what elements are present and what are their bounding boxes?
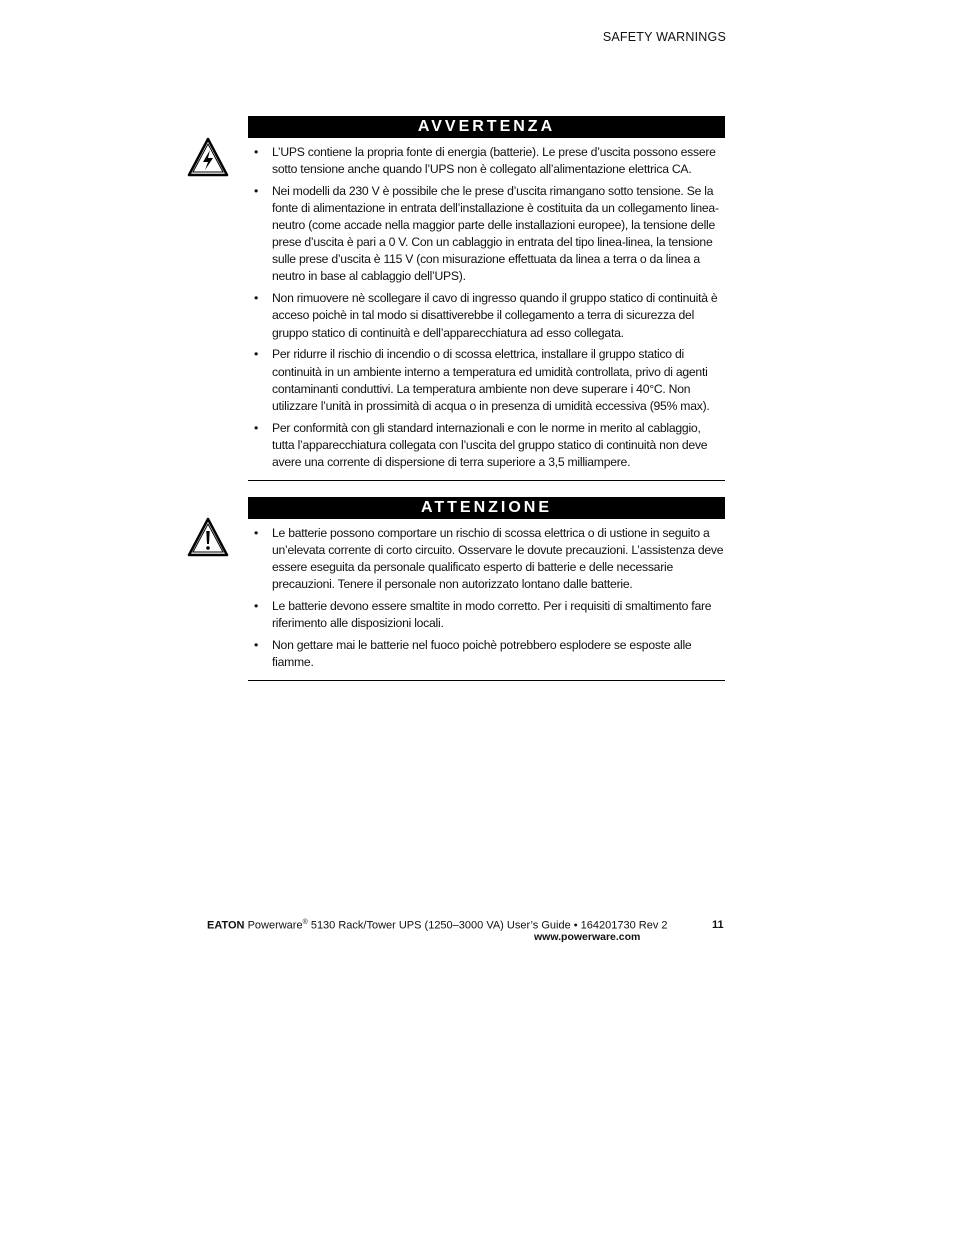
page-number: 11 <box>712 919 724 931</box>
bullet: • <box>254 599 259 614</box>
bullet: • <box>254 291 259 306</box>
warning-title: AVVERTENZA <box>248 116 725 138</box>
electrical-hazard-icon <box>187 137 229 177</box>
warning-block <box>248 116 725 481</box>
footer-brand: EATON <box>207 919 245 932</box>
list-item-text: Le batterie devono essere smaltite in modo corretto. Per i requisiti di smaltimento fare riferimento alle disposizioni locali. <box>272 599 712 631</box>
footer-title <box>207 919 668 932</box>
bullet: • <box>254 638 259 653</box>
footer-product: Powerware <box>247 919 303 932</box>
list-item <box>248 290 725 341</box>
caution-block <box>248 497 725 681</box>
list-item <box>248 144 725 178</box>
list-item-text: L’UPS contiene la propria fonte di energia (batterie). Le prese d’uscita possono essere sotto tensione anche quando l’UPS non è collegato all’alimentazione elettrica CA. <box>272 145 716 177</box>
footer-guide: 5130 Rack/Tower UPS (1250–3000 VA) User’s Guide • 164201730 Rev 2 <box>307 919 668 932</box>
warning-list <box>248 138 725 481</box>
bullet: • <box>254 526 259 540</box>
bullet: • <box>254 420 259 435</box>
list-item <box>248 637 725 671</box>
list-item <box>248 525 725 593</box>
bullet: • <box>254 183 259 198</box>
list-item-text: Per conformità con gli standard internazionali e con le norme in merito al cablaggio, tutta l’apparecchiatura collegata con l’uscita del gruppo statico di continuità non deve avere una corrente di dispersione di terra superiore a 3,5 milliampere. <box>272 420 708 469</box>
caution-list <box>248 519 725 681</box>
registered-mark: ® <box>302 919 308 926</box>
list-item <box>248 183 725 286</box>
list-item-text: Nei modelli da 230 V è possibile che le prese d’uscita rimangano sotto tensione. Se la fonte di alimentazione in entrata dell’installazione è costituita da un collegamento linea-neutro (come accade nella maggior parte delle installazioni europee), la tensione delle prese d’uscita è pari a 0 V. Con un cablaggio in entrata del tipo linea-linea, la tensione sulle prese d’uscita è 115 V (con misurazione effettuata da linea a terra o da linea a neutro in base al cablaggio dell’UPS). <box>272 183 719 284</box>
exclamation-hazard-icon <box>187 517 229 557</box>
list-item-text: Non rimuovere nè scollegare il cavo di ingresso quando il gruppo statico di continuità è acceso poichè in tal modo si disattiverebbe il collegamento a terra di sicurezza del gruppo statico di continuità e dell’apparecchiatura ad esso collegata. <box>272 291 718 340</box>
bullet: • <box>254 347 259 362</box>
caution-title: ATTENZIONE <box>248 497 725 519</box>
list-item <box>248 346 725 414</box>
footer-url: www.powerware.com <box>534 931 641 943</box>
list-item-text: Non gettare mai le batterie nel fuoco poichè potrebbero esplodere se esposte alle fiamme. <box>272 638 692 670</box>
section-title: SAFETY WARNINGS <box>602 30 726 44</box>
list-item <box>248 420 725 471</box>
bullet: • <box>254 145 259 159</box>
list-item-text: Le batterie possono comportare un rischio di scossa elettrica o di ustione in seguito a un’elevata corrente di corto circuito. Osservare le dovute precauzioni. L’assistenza deve essere eseguita da personale qualificato esperto di batterie e delle necessarie precauzioni. Tenere il personale non autorizzato lontano dalle batterie. <box>272 526 724 592</box>
list-item <box>248 598 725 632</box>
list-item-text: Per ridurre il rischio di incendio o di scossa elettrica, installare il gruppo statico di continuità in un ambiente interno a temperatura ed umidità controllata, privo di agenti contaminanti conduttivi. La temperatura ambiente non deve superare i 40°C. Non utilizzare l’unità in prossimità di acqua o in presenza di umidità eccessiva (95% max). <box>272 347 710 413</box>
